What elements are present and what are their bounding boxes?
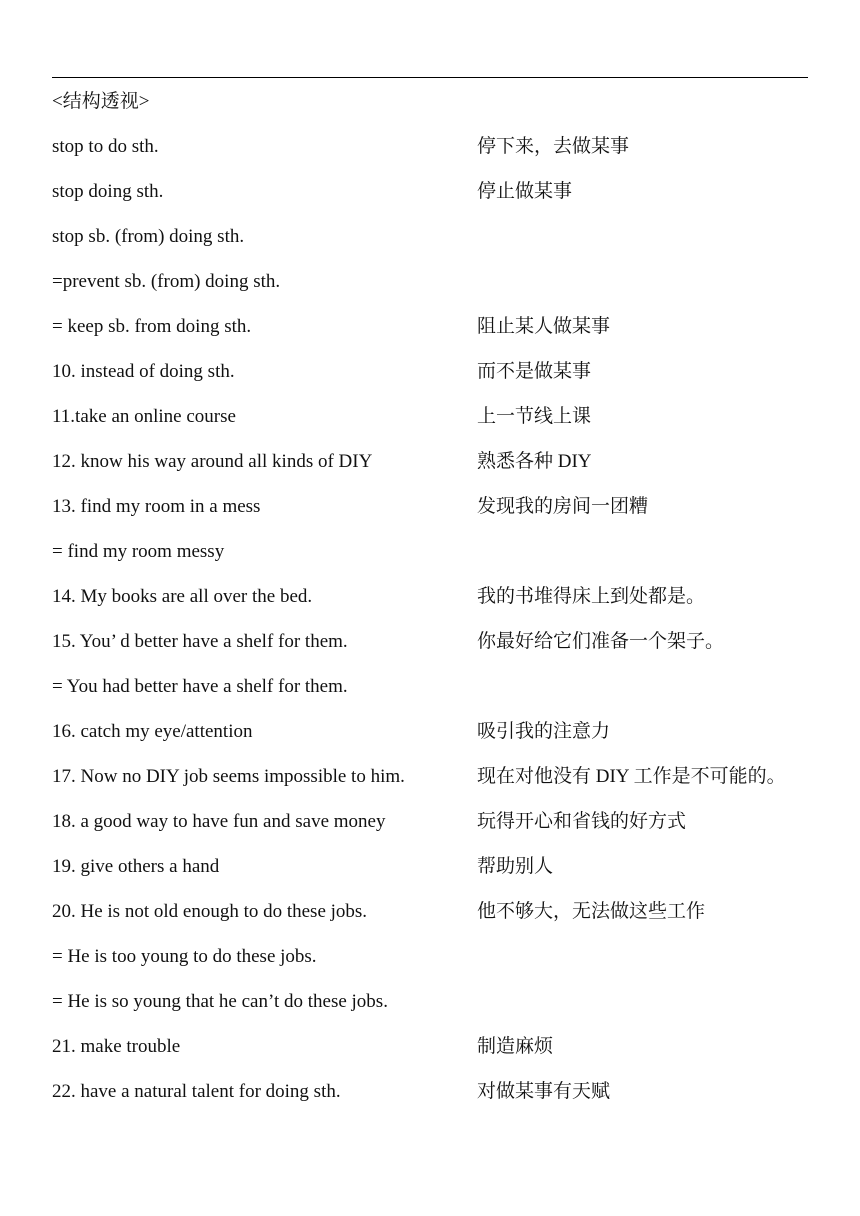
phrase-row [52, 270, 842, 315]
phrase-english: stop sb. (from) doing sth. [52, 226, 245, 247]
phrase-chinese: 停下来，去做某事 [477, 136, 630, 157]
phrase-english: 11.take an online course [52, 406, 236, 427]
phrase-chinese: 现在对他没有 DIY 工作是不可能的。 [477, 766, 786, 787]
phrase-row [52, 225, 842, 270]
phrase-chinese: 而不是做某事 [477, 361, 592, 382]
phrase-english: = find my room messy [52, 541, 225, 562]
phrase-english: 22. have a natural talent for doing sth. [52, 1081, 341, 1102]
phrase-row [52, 315, 842, 360]
phrase-row [52, 630, 842, 675]
phrase-chinese: 制造麻烦 [477, 1036, 554, 1057]
phrase-english: =prevent sb. (from) doing sth. [52, 271, 281, 292]
phrase-english: 21. make trouble [52, 1036, 181, 1057]
phrase-row [52, 720, 842, 765]
phrase-chinese: 我的书堆得床上到处都是。 [477, 586, 706, 607]
phrase-english: 18. a good way to have fun and save money [52, 811, 386, 832]
phrase-chinese: 他不够大，无法做这些工作 [477, 901, 706, 922]
phrase-row [52, 180, 842, 225]
phrase-chinese: 发现我的房间一团糟 [477, 496, 649, 517]
phrase-english: stop to do sth. [52, 136, 159, 157]
phrase-english: 13. find my room in a mess [52, 496, 261, 517]
phrase-row [52, 990, 842, 1035]
phrase-english: 19. give others a hand [52, 856, 220, 877]
phrase-chinese: 你最好给它们准备一个架子。 [477, 631, 725, 652]
header-rule [52, 77, 808, 78]
phrase-chinese: 对做某事有天赋 [477, 1081, 611, 1102]
phrase-english: = keep sb. from doing sth. [52, 316, 252, 337]
phrase-english: 15. You’ d better have a shelf for them. [52, 631, 348, 652]
phrase-row [52, 765, 842, 810]
phrase-chinese: 吸引我的注意力 [477, 721, 611, 742]
phrase-list [52, 135, 842, 1125]
phrase-row [52, 585, 842, 630]
phrase-row [52, 360, 842, 405]
phrase-chinese: 停止做某事 [477, 181, 573, 202]
phrase-row [52, 675, 842, 720]
phrase-english: = He is too young to do these jobs. [52, 946, 317, 967]
phrase-row [52, 450, 842, 495]
phrase-english: stop doing sth. [52, 181, 164, 202]
phrase-chinese: 玩得开心和省钱的好方式 [477, 811, 687, 832]
phrase-row [52, 540, 842, 585]
phrase-row [52, 1080, 842, 1125]
phrase-english: 10. instead of doing sth. [52, 361, 235, 382]
phrase-chinese: 阻止某人做某事 [477, 316, 611, 337]
phrase-chinese: 帮助别人 [477, 856, 554, 877]
phrase-english: 14. My books are all over the bed. [52, 586, 313, 607]
phrase-row [52, 135, 842, 180]
phrase-english: 12. know his way around all kinds of DIY [52, 451, 373, 472]
phrase-english: 16. catch my eye/attention [52, 721, 253, 742]
phrase-row [52, 900, 842, 945]
phrase-english: = You had better have a shelf for them. [52, 676, 348, 697]
phrase-english: 20. He is not old enough to do these jobs. [52, 901, 368, 922]
phrase-row [52, 495, 842, 540]
phrase-row [52, 945, 842, 990]
phrase-chinese: 熟悉各种 DIY [477, 451, 592, 472]
phrase-chinese: 上一节线上课 [477, 406, 592, 427]
phrase-row [52, 1035, 842, 1080]
section-heading: <结构透视> [52, 91, 150, 112]
phrase-row [52, 855, 842, 900]
phrase-english: 17. Now no DIY job seems impossible to him. [52, 766, 405, 787]
phrase-english: = He is so young that he can’t do these jobs. [52, 991, 388, 1012]
phrase-row [52, 405, 842, 450]
phrase-row [52, 810, 842, 855]
